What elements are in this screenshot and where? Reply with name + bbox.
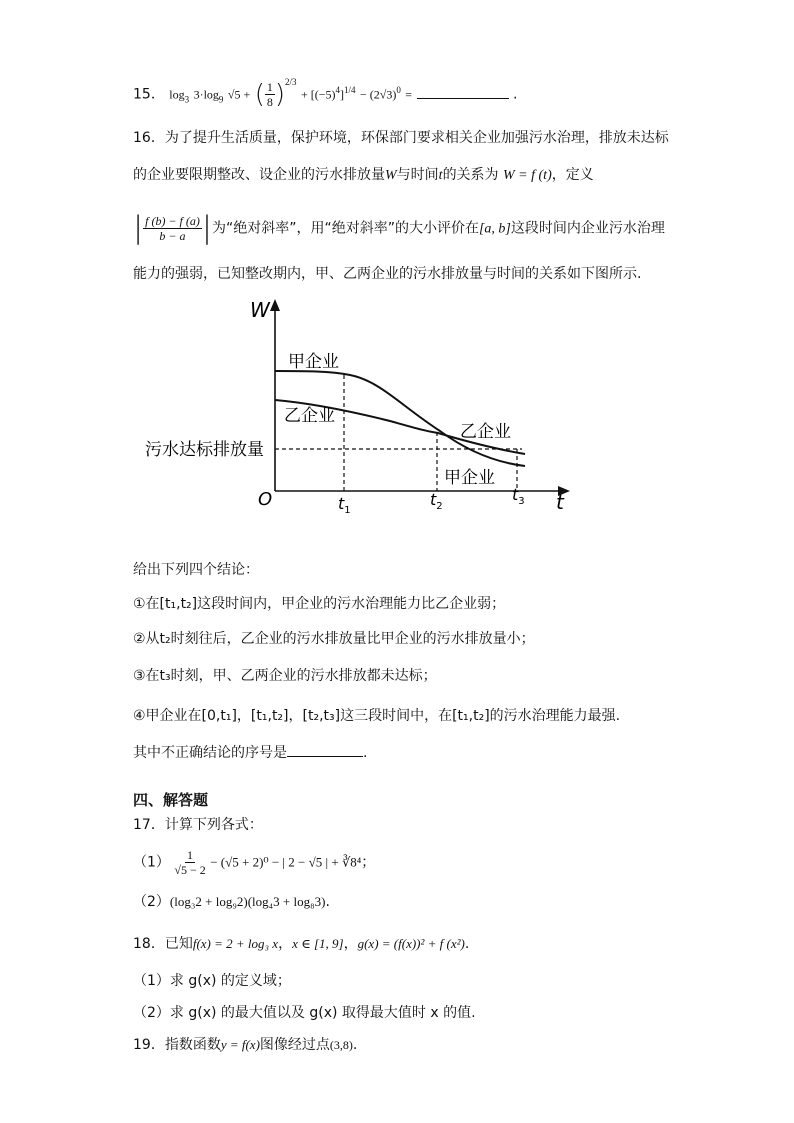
q16-answer-blank[interactable] xyxy=(287,742,363,757)
q15-line: 15． $\log_3 3\cdot\log_9$ √5 + ( $\frac{1}{8}$ )$^{2/3} + [(-5)^4]^{1/4} - (2√3)^0$ = . xyxy=(133,77,518,110)
q16-line3: | $\frac{f (b) - f (a)}{b - a}$ |为“绝对斜率”，用“绝对斜率”的大小评价在[a, b]这段时间内企业污水治理 xyxy=(133,210,665,246)
q15-expr-f: − (2√3) xyxy=(359,87,397,102)
q17-stem: 17．计算下列各式： xyxy=(133,817,263,833)
t1-label: $t_1$ xyxy=(338,494,351,516)
q17-part1: （1） $\frac{1}{√5 - 2}$ − (√5 + 2)⁰ − | 2 − √5 | + ∛8⁴； xyxy=(133,848,376,877)
conclusion-4: ④甲企业在[0,t₁]，[t₁,t₂]，[t₂,t₃]这三段时间中，在[t₁,t₂]的污水治理能力最强. xyxy=(133,708,621,724)
section-title: 四、解答题 xyxy=(133,791,209,809)
label-yi-right: 乙企业 xyxy=(460,422,511,442)
y-axis-label: W xyxy=(250,298,270,322)
q15-expr-d: + [(−5) xyxy=(300,87,336,102)
q15-number: 15． xyxy=(133,86,165,103)
x-axis-label: t xyxy=(556,490,564,514)
conclusion-1: ①在[t₁,t₂]这段时间内，甲企业的污水治理能力比乙企业弱； xyxy=(133,596,506,612)
origin-label: O xyxy=(258,489,273,510)
q18-part1: （1）求 g(x) 的定义域； xyxy=(133,973,291,989)
q16-abs-slope-fraction: $\frac{f (b) - f (a)}{b - a}$ xyxy=(145,214,200,243)
label-jia-top: 甲企业 xyxy=(288,352,339,372)
label-jia-right: 甲企业 xyxy=(444,468,495,488)
conclusion-2: ②从t₂时刻往后，乙企业的污水排放量比甲企业的污水排放量小； xyxy=(133,631,535,647)
q16-line2: 的企业要限期整改、设企业的污水排放量W与时间t的关系为 W = f (t)，定义 xyxy=(133,167,594,183)
q18-stem: 18．已知f(x) = 2 + log₃ x，x ∈ [1, 9]，g(x) = (f(x))² + f (x²). xyxy=(133,936,470,952)
q15-log-a: log xyxy=(169,87,185,102)
q15-fraction: $\frac{1}{8}$ xyxy=(266,80,273,110)
q16-question: 其中不正确结论的序号是 . xyxy=(133,742,367,763)
q15-log-b: 3·log xyxy=(193,87,219,102)
y-axis-arrow xyxy=(270,299,280,311)
q16-line1: 16．为了提升生活质量，保护环境，环保部门要求相关企业加强污水治理，排放未达标 xyxy=(133,130,669,146)
q15-sqrt5: √5 + xyxy=(227,87,251,102)
conclusions-intro: 给出下列四个结论： xyxy=(133,562,259,578)
q15-exp1: 2/3 xyxy=(285,77,297,87)
t2-label: $t_2$ xyxy=(430,490,443,512)
standard-label: 污水达标排放量 xyxy=(145,440,264,460)
conclusion-3: ③在t₃时刻，甲、乙两企业的污水排放都未达标； xyxy=(133,668,437,684)
q16-relation: W = f (t) xyxy=(503,168,552,183)
q15-answer-blank[interactable] xyxy=(417,84,509,99)
q18-part2: （2）求 g(x) 的最大值以及 g(x) 取得最大值时 x 的值. xyxy=(133,1005,476,1021)
q17-part2: （2）(log₃2 + log₉2)(log₄3 + log₈3). xyxy=(133,894,330,910)
q17-fraction: $\frac{1}{√5 - 2}$ xyxy=(174,848,206,877)
q16-line4: 能力的强弱，已知整改期内，甲、乙两企业的污水排放量与时间的关系如下图所示. xyxy=(133,266,642,282)
label-yi-top: 乙企业 xyxy=(284,406,335,426)
t3-label: $t_3$ xyxy=(512,485,525,507)
q19-stem: 19．指数函数y = f(x)图像经过点(3,8). xyxy=(133,1037,358,1053)
emission-graph xyxy=(140,295,580,525)
